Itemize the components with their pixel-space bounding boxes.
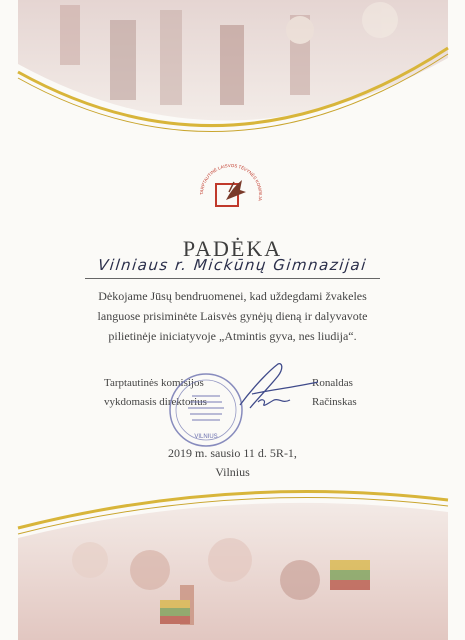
stamp-city-text: VILNIUS bbox=[194, 434, 218, 440]
footer-date-place bbox=[0, 444, 465, 482]
body-line-3: pilietinėje iniciatyvoje „Atmintis gyva, nes liudija“. bbox=[108, 329, 357, 343]
organization-emblem bbox=[196, 160, 266, 230]
body-text bbox=[50, 286, 415, 346]
signatory-last-name: Račinskas bbox=[312, 396, 357, 408]
recipient-underline bbox=[85, 278, 380, 279]
recipient-name: Vilniaus r. Mickūnų Gimnazijai bbox=[97, 256, 368, 274]
date-reference: 2019 m. sausio 11 d. 5R-1, bbox=[168, 446, 297, 460]
certificate-title: PADĖKA bbox=[182, 236, 283, 261]
signatory-title-line-1: Tarptautinės komisijos bbox=[104, 377, 204, 389]
body-line-2: languose prisiminėte Laisvės gynėjų dieną ir dalyvavote bbox=[97, 309, 368, 323]
handwritten-signature bbox=[200, 350, 330, 420]
place: Vilnius bbox=[215, 465, 250, 479]
body-line-1: Dėkojame Jūsų bendruomenei, kad uždegdami žvakeles bbox=[98, 289, 367, 303]
emblem-text: TARPTAUTINĖ LAISVOS TĖVYNĖS KOMISIJA bbox=[198, 162, 264, 202]
signatory-first-name: Ronaldas bbox=[312, 377, 353, 389]
signatory-title-line-2: vykdomasis direktorius bbox=[104, 396, 207, 408]
